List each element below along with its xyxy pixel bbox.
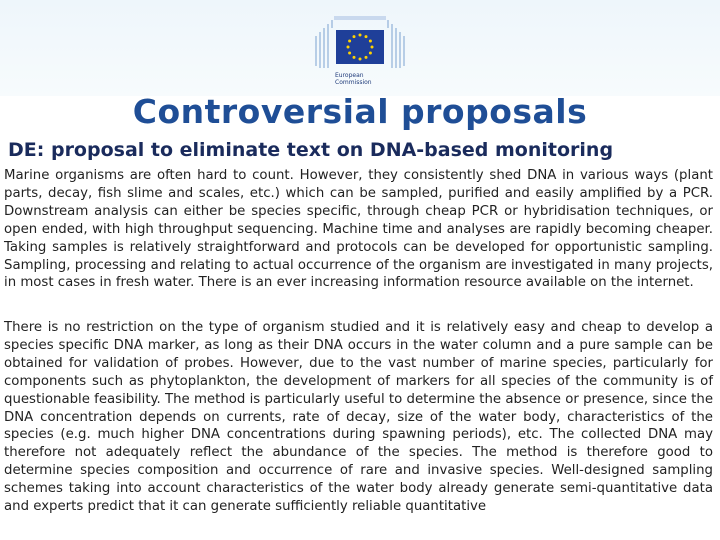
logo-text-line2: Commission (335, 79, 372, 86)
paragraph-1: Marine organisms are often hard to count. However, they consistently shed DNA in various ways (plant parts, decay, fish slime and scales, etc.) which can be sampled, purified and easily amplified by a PCR. Downstream analysis can either be species specific, through cheap PCR or hybridisation techniques, or open ended, with high throughput sequencing. Machine time and analyses are rapidly becoming cheaper. Taking samples is relatively straightforward and protocols can be developed for opportunistic sampling. Sampling, processing and relating to actual occurrence of the organism are investigated in many projects, in most cases in fresh water. There is an ever increasing information resource available on the internet. (4, 168, 713, 291)
logo-text (335, 72, 372, 86)
slide-subtitle: DE: proposal to eliminate text on DNA-based monitoring (8, 139, 614, 161)
paragraph-2: There is no restriction on the type of organism studied and it is relatively easy and cheap to develop a species specific DNA marker, as long as their DNA occurs in the water column and a pure sample can be obtained for validation of probes. However, due to the vast number of marine species, particularly for components such as phytoplankton, the development of markers for all species of the community is of questionable feasibility. The method is particularly useful to determine the absence or presence, since the DNA concentration depends on currents, rate of decay, size of the water body, characteristics of the species (e.g. much higher DNA concentrations during spawning periods), etc. The collected DNA may therefore not adequately reflect the abundance of the species. The method is therefore good to determine species composition and occurrence of rare and invasive species. Well-designed sampling schemes taking into account characteristics of the water body already generate semi-quantitative data and experts predict that it can generate sufficiently reliable quantitative (4, 320, 713, 515)
logo-text-line1: European (335, 72, 364, 79)
bottom-fade (0, 522, 720, 540)
slide-title: Controversial proposals (132, 92, 588, 131)
